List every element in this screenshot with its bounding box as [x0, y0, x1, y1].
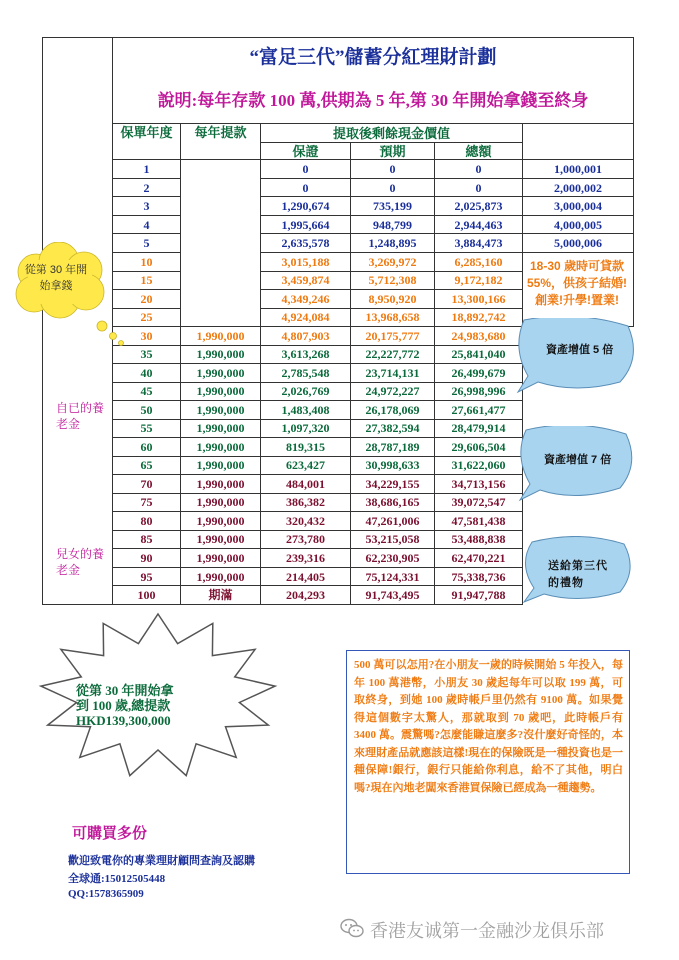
header-total: 總額: [435, 142, 523, 159]
asset-5x-text: 資產增值 5 倍: [546, 344, 614, 356]
cell-year: 100: [113, 586, 181, 605]
starburst-line-2: 到 100 歲,總提款: [76, 698, 171, 713]
cell-guaranteed: 623,427: [261, 456, 351, 475]
cell-projected: 3,269,972: [351, 253, 435, 272]
wechat-icon: [340, 918, 364, 938]
cell-withdrawal: 1,990,000: [181, 456, 261, 475]
title-cell: [113, 38, 634, 77]
cell-total: 26,998,996: [435, 382, 523, 401]
cell-total: 24,983,680: [435, 327, 523, 346]
cell-guaranteed: 1,290,674: [261, 197, 351, 216]
cell-guaranteed: 1,995,664: [261, 215, 351, 234]
cell-projected: 75,124,331: [351, 567, 435, 586]
cell-guaranteed: 1,097,320: [261, 419, 351, 438]
cell-projected: 62,230,905: [351, 549, 435, 568]
cell-withdrawal: 1,990,000: [181, 530, 261, 549]
cell-year: 80: [113, 512, 181, 531]
cell-total: 2,944,463: [435, 215, 523, 234]
cell-withdrawal: 1,990,000: [181, 345, 261, 364]
cell-guaranteed: 320,432: [261, 512, 351, 531]
cell-year: 40: [113, 364, 181, 383]
cell-total: 53,488,838: [435, 530, 523, 549]
cell-withdrawal: 1,990,000: [181, 493, 261, 512]
cell-total-deposit: 3,000,004: [523, 197, 634, 216]
cell-projected: 20,175,777: [351, 327, 435, 346]
cell-total: 25,841,040: [435, 345, 523, 364]
cell-guaranteed: 204,293: [261, 586, 351, 605]
cell-year: 55: [113, 419, 181, 438]
cell-year: 35: [113, 345, 181, 364]
cell-year: 45: [113, 382, 181, 401]
watermark: [340, 916, 670, 942]
cell-projected: 38,686,165: [351, 493, 435, 512]
table-row: [43, 234, 634, 253]
cell-projected: 5,712,308: [351, 271, 435, 290]
cell-withdrawal: 1,990,000: [181, 364, 261, 383]
cell-withdrawal: 1,990,000: [181, 512, 261, 531]
table-row: [43, 215, 634, 234]
cell-withdrawal: 1,990,000: [181, 438, 261, 457]
cell-total-deposit: 2,000,002: [523, 178, 634, 197]
children-pension-label: 兒女的養老金: [56, 547, 105, 577]
cell-projected: 735,199: [351, 197, 435, 216]
cell-total: 34,713,156: [435, 475, 523, 494]
cell-projected: 30,998,633: [351, 456, 435, 475]
cell-projected: 53,215,058: [351, 530, 435, 549]
cell-guaranteed: 2,785,548: [261, 364, 351, 383]
starburst-line-3: HKD139,300,000: [76, 713, 171, 728]
cell-guaranteed: 3,015,188: [261, 253, 351, 272]
cell-withdrawal: 1,990,000: [181, 401, 261, 420]
cell-projected: 28,787,189: [351, 438, 435, 457]
cell-withdrawal: 1,990,000: [181, 475, 261, 494]
cell-total-deposit: 4,000,005: [523, 215, 634, 234]
table-row: [43, 160, 634, 179]
cell-total: 18,892,742: [435, 308, 523, 327]
cell-guaranteed: 273,780: [261, 530, 351, 549]
cell-projected: 26,178,069: [351, 401, 435, 420]
story-box: [346, 650, 630, 874]
page-title: “富足三代”儲蓄分紅理財計劃: [249, 46, 497, 68]
cell-projected: 91,743,495: [351, 586, 435, 605]
cell-total: 3,884,473: [435, 234, 523, 253]
cell-year: 60: [113, 438, 181, 457]
cell-guaranteed: 0: [261, 160, 351, 179]
cell-year: 10: [113, 253, 181, 272]
cell-total: 9,172,182: [435, 271, 523, 290]
cell-total: 39,072,547: [435, 493, 523, 512]
cell-year: 1: [113, 160, 181, 179]
cell-year: 2: [113, 178, 181, 197]
cell-withdrawal: 1,990,000: [181, 567, 261, 586]
cell-year: 15: [113, 271, 181, 290]
cell-total-deposit: 5,000,006: [523, 234, 634, 253]
cell-guaranteed: 3,459,874: [261, 271, 351, 290]
cell-projected: 13,968,658: [351, 308, 435, 327]
start-bubble-text: 從第 30 年開始拿錢: [24, 264, 88, 292]
cell-year: 4: [113, 215, 181, 234]
cell-total: 2,025,873: [435, 197, 523, 216]
cell-projected: 34,229,155: [351, 475, 435, 494]
cell-total: 13,300,166: [435, 290, 523, 309]
cell-year: 50: [113, 401, 181, 420]
header-guaranteed: 保證: [261, 142, 351, 159]
cell-year: 5: [113, 234, 181, 253]
cell-guaranteed: 4,807,903: [261, 327, 351, 346]
header-empty-corner: [523, 124, 634, 160]
description-cell: [113, 77, 634, 124]
cell-year: 30: [113, 327, 181, 346]
header-remaining-value: 提取後剩餘現金價值: [261, 124, 523, 143]
cell-guaranteed: 1,483,408: [261, 401, 351, 420]
cell-guaranteed: 4,924,084: [261, 308, 351, 327]
cell-guaranteed: 0: [261, 178, 351, 197]
cell-projected: 0: [351, 160, 435, 179]
cell-withdrawal: 期滿: [181, 586, 261, 605]
start-bubble-shape: [14, 242, 130, 352]
cell-guaranteed: 2,635,578: [261, 234, 351, 253]
cell-total: 29,606,504: [435, 438, 523, 457]
cell-total: 62,470,221: [435, 549, 523, 568]
cell-withdrawal: 1,990,000: [181, 382, 261, 401]
starburst-line-1: 從第 30 年開始拿: [76, 683, 174, 698]
contact-phone: 全球通:15012505448: [68, 873, 166, 885]
cell-projected: 23,714,131: [351, 364, 435, 383]
asset-7x-text: 資產增值 7 倍: [544, 454, 612, 466]
cell-projected: 8,950,920: [351, 290, 435, 309]
cell-total: 27,661,477: [435, 401, 523, 420]
cell-total: 75,338,736: [435, 567, 523, 586]
cell-projected: 948,799: [351, 215, 435, 234]
cell-withdrawal-empty: [181, 160, 261, 327]
own-pension-label: 自已的養老金: [56, 401, 105, 431]
cell-projected: 0: [351, 178, 435, 197]
cell-withdrawal: 1,990,000: [181, 419, 261, 438]
cell-projected: 1,248,895: [351, 234, 435, 253]
buy-more-label: 可購買多份: [72, 825, 148, 842]
loan-note: 18-30 歲時可貸款 55%，供孩子結婚!創業!升學!置業!: [526, 259, 627, 307]
cell-projected: 22,227,772: [351, 345, 435, 364]
header-policy-year: 保單年度: [113, 124, 181, 160]
contact-qq: QQ:1578365909: [68, 888, 144, 900]
cell-projected: 27,382,594: [351, 419, 435, 438]
cell-total: 0: [435, 178, 523, 197]
cell-total-deposit: 1,000,001: [523, 160, 634, 179]
header-projected: 預期: [351, 142, 435, 159]
gift-text: 送給第三代的禮物: [548, 560, 608, 589]
description: 說明:每年存款 100 萬,供期為 5 年,第 30 年開始拿錢至終身: [157, 90, 589, 110]
cell-year: 95: [113, 567, 181, 586]
cell-guaranteed: 819,315: [261, 438, 351, 457]
table-row: [43, 197, 634, 216]
cell-year: 20: [113, 290, 181, 309]
cell-guaranteed: 4,349,246: [261, 290, 351, 309]
table-row: [43, 178, 634, 197]
cell-withdrawal: 1,990,000: [181, 549, 261, 568]
header-annual-withdrawal: 每年提款: [181, 124, 261, 160]
story-text: 500 萬可以怎用?在小朋友一歲的時候開始 5 年投入，每年 100 萬港幣，小朋友 30 歲起每年可以取 199 萬，可取終身，到她 100 歲時帳戶里仍然有 9100 萬。如果覺得這個數字太驚人，那就取到 70 歲吧，此時帳戶有 3400 萬。震驚嗎?怎麼能賺這麼多?沒什麼好奇怪的，本來理財產品就應該這樣!現在的保險既是一種投資也是一種保障!銀行，銀行只能給你利息，給不了其他，明白嗎?現在內地老闆來香港買保險已經成為一種趨勢。: [354, 659, 623, 794]
cell-withdrawal: 1,990,000: [181, 327, 261, 346]
cell-year: 3: [113, 197, 181, 216]
cell-total: 31,622,060: [435, 456, 523, 475]
cell-year: 90: [113, 549, 181, 568]
contact-welcome: 歡迎致電你的專業理財顧問查詢及認購: [68, 855, 255, 867]
cell-total: 47,581,438: [435, 512, 523, 531]
cell-guaranteed: 214,405: [261, 567, 351, 586]
cell-guaranteed: 3,613,268: [261, 345, 351, 364]
cell-total: 6,285,160: [435, 253, 523, 272]
cell-total: 0: [435, 160, 523, 179]
cell-projected: 24,972,227: [351, 382, 435, 401]
cell-guaranteed: 386,382: [261, 493, 351, 512]
cell-year: 25: [113, 308, 181, 327]
cell-guaranteed: 2,026,769: [261, 382, 351, 401]
watermark-text: 香港友诚第一金融沙龙俱乐部: [370, 921, 604, 941]
starburst-text: [76, 683, 236, 728]
cell-year: 85: [113, 530, 181, 549]
cell-guaranteed: 484,001: [261, 475, 351, 494]
cell-total: 28,479,914: [435, 419, 523, 438]
cell-total: 91,947,788: [435, 586, 523, 605]
cell-projected: 47,261,006: [351, 512, 435, 531]
cell-year: 70: [113, 475, 181, 494]
cell-year: 65: [113, 456, 181, 475]
cell-total: 26,499,679: [435, 364, 523, 383]
cell-year: 75: [113, 493, 181, 512]
cell-guaranteed: 239,316: [261, 549, 351, 568]
